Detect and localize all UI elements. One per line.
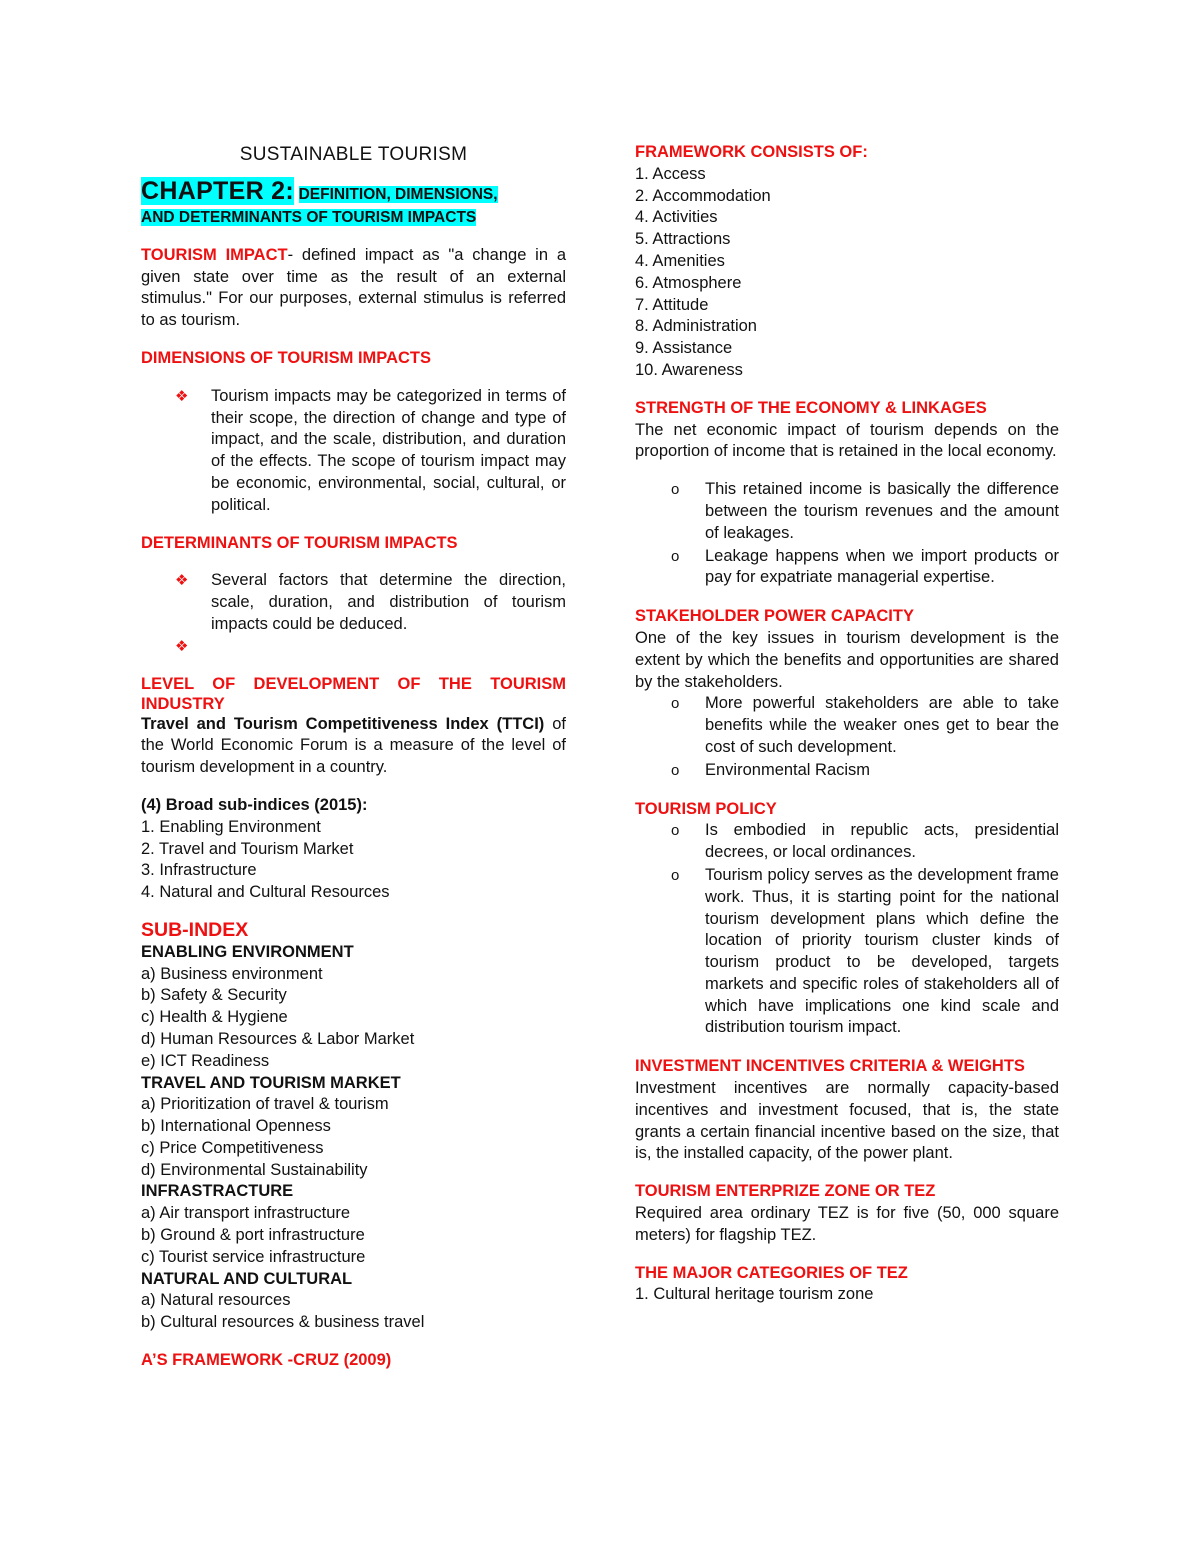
left-column xyxy=(141,138,566,1372)
framework-list xyxy=(635,164,1059,382)
group-title: INFRASTRACTURE xyxy=(141,1182,294,1201)
right-column xyxy=(635,138,1059,1306)
tez-heading: TOURISM ENTERPRIZE ZONE OR TEZ xyxy=(635,1182,936,1201)
list-item: b) Cultural resources & business travel xyxy=(141,1313,425,1332)
circle-bullet-icon: o xyxy=(671,822,680,840)
framework-heading-left: A’S FRAMEWORK -CRUZ (2009) xyxy=(141,1351,392,1370)
circle-bullet-icon: o xyxy=(671,866,680,884)
circle-bullet-icon: o xyxy=(671,547,680,565)
list-item: 1. Cultural heritage tourism zone xyxy=(635,1285,874,1304)
list-item xyxy=(671,546,1059,590)
circle-bullet-icon: o xyxy=(671,695,680,713)
ttci-label: Travel and Tourism Competitiveness Index (TTCI) xyxy=(141,714,545,733)
stakeholder-heading: STAKEHOLDER POWER CAPACITY xyxy=(635,607,914,626)
list-item-text: Several factors that determine the direction, scale, duration, and distribution of tourism impacts could be deduced. xyxy=(211,571,566,633)
framework-heading: FRAMEWORK CONSISTS OF: xyxy=(635,143,868,161)
level-paragraph xyxy=(141,714,566,779)
tourism-impact-text: - defined impact as "a change in a given state over time as the result of an external stimulus." For our purposes, external stimulus is referred to as tourism. xyxy=(141,245,566,330)
tourism-impact-paragraph xyxy=(141,245,566,332)
list-item xyxy=(671,479,1059,544)
strength-list xyxy=(635,479,1059,589)
list-item: 10. Awareness xyxy=(635,360,743,379)
list-item: 8. Administration xyxy=(635,317,757,336)
list-item-text: Tourism policy serves as the development frame work. Thus, it is starting point for the national tourism development plans which define the location of priority tourism cluster kinds of tourism product to be developed, targets markets and specific roles of stakeholders all of which have implications one kind scale and distribution tourism impact. xyxy=(705,865,1059,1037)
list-item xyxy=(175,570,566,635)
dimensions-heading: DIMENSIONS OF TOURISM IMPACTS xyxy=(141,348,431,367)
list-item-text: Tourism impacts may be categorized in terms of their scope, the direction of change and type of impact, and the scale, distribution, and duration of the effects. The scope of tourism impact may be economic, environmental, social, cultural, or political. xyxy=(211,386,566,514)
list-item: a) Natural resources xyxy=(141,1291,291,1310)
list-item: a) Business environment xyxy=(141,964,323,983)
list-item: c) Tourist service infrastructure xyxy=(141,1247,366,1266)
list-item xyxy=(175,386,566,517)
circle-bullet-icon: o xyxy=(671,761,680,779)
list-item-text: Leakage happens when we import products or pay for expatriate managerial expertise. xyxy=(705,546,1059,587)
level-text: of the World Economic Forum is a measure of the level of tourism development in a country. xyxy=(141,714,566,777)
tez-text: Required area ordinary TEZ is for five (50, 000 square meters) for flagship TEZ. xyxy=(635,1204,1059,1244)
list-item: 4. Activities xyxy=(635,208,718,227)
list-item xyxy=(671,760,1059,782)
list-item: b) International Openness xyxy=(141,1117,331,1136)
stakeholder-list xyxy=(635,693,1059,781)
chapter-heading xyxy=(141,176,566,229)
investment-heading: INVESTMENT INCENTIVES CRITERIA & WEIGHTS xyxy=(635,1057,1025,1076)
list-item: 1. Enabling Environment xyxy=(141,817,321,836)
list-item: d) Environmental Sustainability xyxy=(141,1160,368,1179)
diamond-bullet-icon: ❖ xyxy=(175,387,189,405)
list-item: d) Human Resources & Labor Market xyxy=(141,1029,415,1048)
list-item: 4. Amenities xyxy=(635,251,725,270)
list-item: b) Safety & Security xyxy=(141,986,287,1005)
list-item: 2. Travel and Tourism Market xyxy=(141,839,354,858)
list-item: c) Price Competitiveness xyxy=(141,1138,324,1157)
list-item: 2. Accommodation xyxy=(635,186,771,205)
stakeholder-text: One of the key issues in tourism development is the extent by which the benefits and opportunities are shared by the stakeholders. xyxy=(635,628,1059,691)
group-title: ENABLING ENVIRONMENT xyxy=(141,942,354,961)
list-item: 6. Atmosphere xyxy=(635,273,742,292)
list-item: e) ICT Readiness xyxy=(141,1051,270,1070)
list-item: b) Ground & port infrastructure xyxy=(141,1226,365,1245)
document-title: SUSTAINABLE TOURISM xyxy=(239,144,468,165)
list-item: 1. Access xyxy=(635,164,706,183)
policy-heading: TOURISM POLICY xyxy=(635,799,777,818)
list-item-text: Is embodied in republic acts, presidential decrees, or local ordinances. xyxy=(705,821,1059,862)
circle-bullet-icon: o xyxy=(671,481,680,499)
strength-heading: STRENGTH OF THE ECONOMY & LINKAGES xyxy=(635,398,987,417)
list-item xyxy=(671,865,1059,1039)
list-item: 4. Natural and Cultural Resources xyxy=(141,883,390,902)
diamond-bullet-icon: ❖ xyxy=(175,572,189,590)
list-item: 5. Attractions xyxy=(635,230,731,249)
list-item: c) Health & Hygiene xyxy=(141,1008,288,1027)
strength-text: The net economic impact of tourism depends on the proportion of income that is retained in the local economy. xyxy=(635,420,1059,461)
determinants-heading: DETERMINANTS OF TOURISM IMPACTS xyxy=(141,533,458,552)
subindices-heading: (4) Broad sub-indices (2015): xyxy=(141,795,368,814)
dimensions-list xyxy=(141,386,566,517)
determinants-list xyxy=(141,570,566,657)
list-item-text: More powerful stakeholders are able to take benefits while the weaker ones get to bear the cost of such development. xyxy=(705,694,1059,756)
tourism-impact-label: TOURISM IMPACT xyxy=(141,245,288,264)
subindex-heading: SUB-INDEX xyxy=(141,918,249,941)
group-title: NATURAL AND CULTURAL xyxy=(141,1269,353,1288)
list-item xyxy=(175,636,566,658)
list-item: 7. Attitude xyxy=(635,295,709,314)
list-item: a) Prioritization of travel & tourism xyxy=(141,1095,389,1114)
list-item-text: Environmental Racism xyxy=(705,760,871,779)
chapter-number: CHAPTER 2: xyxy=(141,176,295,205)
level-heading: LEVEL OF DEVELOPMENT OF THE TOURISM INDUSTRY xyxy=(141,674,566,713)
investment-text: Investment incentives are normally capacity-based incentives and investment focused, that is, the state grants a certain financial incentive based on the size, that is, the installed capacity, of the power plant. xyxy=(635,1079,1059,1163)
categories-heading: THE MAJOR CATEGORIES OF TEZ xyxy=(635,1263,908,1282)
list-item xyxy=(671,820,1059,864)
list-item: 3. Infrastructure xyxy=(141,861,257,880)
diamond-bullet-icon: ❖ xyxy=(175,637,189,655)
list-item: 9. Assistance xyxy=(635,339,733,358)
list-item: a) Air transport infrastructure xyxy=(141,1204,351,1223)
list-item xyxy=(671,693,1059,758)
subindices-list xyxy=(141,817,566,904)
group-title: TRAVEL AND TOURISM MARKET xyxy=(141,1073,401,1092)
chapter-title-line1: DEFINITION, DIMENSIONS, xyxy=(298,185,498,203)
list-item-text: This retained income is basically the difference between the tourism revenues and the amount of leakages. xyxy=(705,480,1059,542)
chapter-title-line2: AND DETERMINANTS OF TOURISM IMPACTS xyxy=(141,208,477,226)
policy-list xyxy=(635,820,1059,1039)
